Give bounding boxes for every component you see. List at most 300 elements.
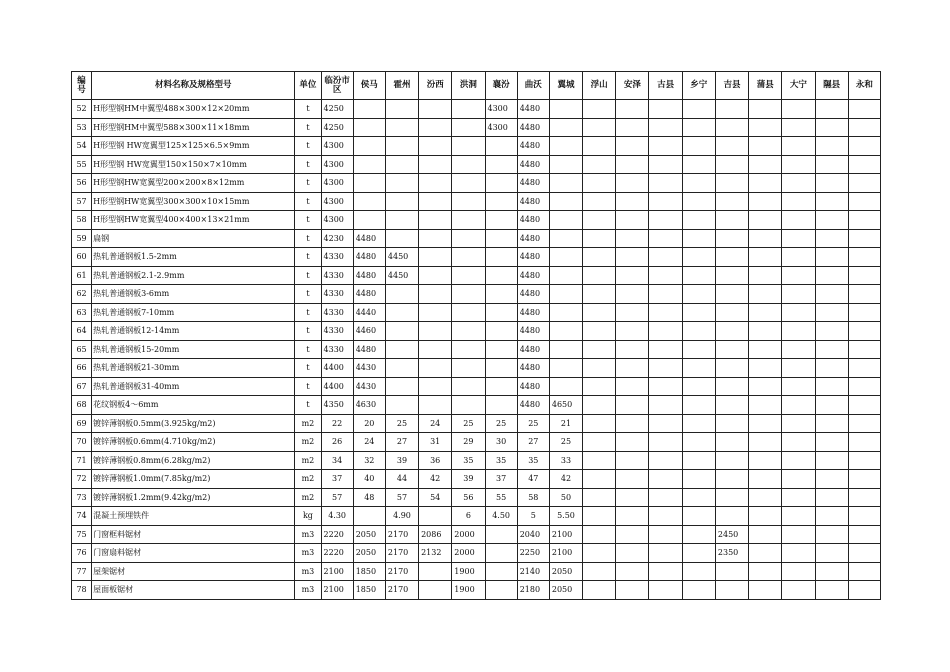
price-cell — [848, 155, 880, 174]
price-cell — [782, 451, 815, 470]
price-cell — [649, 581, 682, 600]
price-cell — [749, 229, 782, 248]
price-cell — [715, 488, 748, 507]
price-cell: 4480 — [517, 118, 549, 137]
price-cell: 42 — [419, 470, 452, 489]
column-header: 曲沃 — [517, 72, 549, 100]
price-cell: 4480 — [517, 248, 549, 267]
price-cell — [749, 174, 782, 193]
table-row — [72, 507, 881, 526]
price-cell: 4300 — [485, 118, 517, 137]
price-cell — [715, 377, 748, 396]
price-cell — [848, 451, 880, 470]
table-row — [72, 544, 881, 563]
table-row — [72, 248, 881, 267]
price-cell — [485, 211, 517, 230]
column-header: 襄汾 — [485, 72, 517, 100]
price-cell — [419, 507, 452, 526]
price-cell: 39 — [452, 470, 485, 489]
price-cell: 22 — [321, 414, 353, 433]
price-cell — [715, 433, 748, 452]
price-cell: 4.90 — [385, 507, 418, 526]
unit-cell: m3 — [295, 581, 321, 600]
price-cell: 55 — [485, 488, 517, 507]
price-cell — [419, 229, 452, 248]
price-cell: 4.50 — [485, 507, 517, 526]
price-cell: 58 — [517, 488, 549, 507]
price-cell — [715, 137, 748, 156]
table-row — [72, 229, 881, 248]
price-cell — [749, 211, 782, 230]
price-cell — [419, 285, 452, 304]
price-cell — [848, 303, 880, 322]
price-cell — [715, 359, 748, 378]
price-cell — [485, 285, 517, 304]
price-cell: 4480 — [353, 266, 385, 285]
unit-cell: t — [295, 229, 321, 248]
column-header: 单位 — [295, 72, 321, 100]
price-cell: 4330 — [321, 285, 353, 304]
price-cell — [715, 340, 748, 359]
price-cell: 4400 — [321, 377, 353, 396]
price-cell — [848, 118, 880, 137]
price-cell — [815, 285, 848, 304]
price-cell: 4480 — [517, 285, 549, 304]
price-cell — [749, 137, 782, 156]
price-cell — [616, 396, 649, 415]
price-cell: 34 — [321, 451, 353, 470]
price-cell — [616, 451, 649, 470]
price-cell: 44 — [385, 470, 418, 489]
price-cell — [749, 248, 782, 267]
material-price-table — [71, 71, 881, 600]
price-cell — [848, 266, 880, 285]
price-cell: 4480 — [517, 229, 549, 248]
price-cell — [385, 137, 418, 156]
price-cell — [715, 174, 748, 193]
price-cell — [452, 285, 485, 304]
price-cell — [419, 340, 452, 359]
price-cell — [682, 414, 715, 433]
price-cell — [616, 340, 649, 359]
price-cell — [616, 211, 649, 230]
price-cell — [815, 137, 848, 156]
price-cell — [583, 266, 616, 285]
price-cell — [353, 507, 385, 526]
price-cell — [682, 359, 715, 378]
row-number: 61 — [72, 266, 92, 285]
price-cell — [583, 544, 616, 563]
column-header: 编号 — [72, 72, 92, 100]
price-cell — [549, 211, 582, 230]
table-row — [72, 137, 881, 156]
price-cell: 30 — [485, 433, 517, 452]
table-row — [72, 562, 881, 581]
price-cell: 5 — [517, 507, 549, 526]
price-cell — [385, 359, 418, 378]
price-cell — [485, 174, 517, 193]
header-row — [72, 72, 881, 100]
price-cell — [782, 100, 815, 119]
price-cell — [848, 340, 880, 359]
price-cell: 27 — [517, 433, 549, 452]
price-cell — [583, 211, 616, 230]
price-cell: 2170 — [385, 525, 418, 544]
material-name: 热轧普通钢板21-30mm — [92, 359, 295, 378]
price-cell — [649, 100, 682, 119]
price-cell — [749, 451, 782, 470]
material-name: H形型钢 HW宽翼型150×150×7×10mm — [92, 155, 295, 174]
material-name: H形型钢HW宽翼型200×200×8×12mm — [92, 174, 295, 193]
price-cell: 54 — [419, 488, 452, 507]
price-cell — [385, 340, 418, 359]
price-cell — [649, 192, 682, 211]
price-cell: 24 — [353, 433, 385, 452]
price-cell — [815, 414, 848, 433]
price-cell — [649, 340, 682, 359]
price-cell: 2170 — [385, 562, 418, 581]
price-cell — [485, 562, 517, 581]
price-cell — [353, 118, 385, 137]
price-cell: 4480 — [517, 396, 549, 415]
price-cell — [583, 303, 616, 322]
price-cell — [782, 229, 815, 248]
price-cell — [549, 248, 582, 267]
column-header: 蒲县 — [749, 72, 782, 100]
price-cell: 1850 — [353, 581, 385, 600]
row-number: 78 — [72, 581, 92, 600]
price-cell — [616, 359, 649, 378]
unit-cell: t — [295, 359, 321, 378]
unit-cell: t — [295, 211, 321, 230]
price-cell: 25 — [517, 414, 549, 433]
price-cell — [848, 396, 880, 415]
price-cell — [485, 248, 517, 267]
price-cell — [353, 192, 385, 211]
price-cell: 50 — [549, 488, 582, 507]
price-cell — [583, 248, 616, 267]
material-name: 门窗扇料锯材 — [92, 544, 295, 563]
table-row — [72, 414, 881, 433]
price-cell — [616, 100, 649, 119]
table-row — [72, 377, 881, 396]
price-cell — [583, 525, 616, 544]
unit-cell: m2 — [295, 470, 321, 489]
price-cell: 4450 — [385, 248, 418, 267]
price-cell — [782, 303, 815, 322]
price-cell — [782, 525, 815, 544]
price-cell — [649, 377, 682, 396]
price-cell: 4480 — [353, 340, 385, 359]
price-cell: 2000 — [452, 544, 485, 563]
price-cell — [715, 285, 748, 304]
price-cell: 4480 — [353, 229, 385, 248]
price-cell: 2100 — [549, 525, 582, 544]
price-cell — [848, 192, 880, 211]
price-cell — [848, 174, 880, 193]
unit-cell: m2 — [295, 433, 321, 452]
row-number: 69 — [72, 414, 92, 433]
price-cell — [419, 211, 452, 230]
price-cell: 4430 — [353, 359, 385, 378]
price-cell — [583, 377, 616, 396]
price-cell — [549, 377, 582, 396]
row-number: 55 — [72, 155, 92, 174]
price-cell — [782, 581, 815, 600]
unit-cell: t — [295, 377, 321, 396]
price-cell: 4.30 — [321, 507, 353, 526]
price-cell — [749, 359, 782, 378]
column-header: 古县 — [649, 72, 682, 100]
price-cell — [583, 322, 616, 341]
price-cell: 20 — [353, 414, 385, 433]
price-cell — [419, 137, 452, 156]
price-cell — [848, 377, 880, 396]
unit-cell: t — [295, 155, 321, 174]
price-cell — [815, 303, 848, 322]
price-cell — [782, 266, 815, 285]
price-cell — [485, 377, 517, 396]
material-name: 混凝土预埋铁件 — [92, 507, 295, 526]
price-cell: 2350 — [715, 544, 748, 563]
price-cell — [715, 507, 748, 526]
price-cell — [549, 322, 582, 341]
price-cell: 24 — [419, 414, 452, 433]
price-cell — [583, 155, 616, 174]
table-row — [72, 488, 881, 507]
price-cell: 26 — [321, 433, 353, 452]
unit-cell: m3 — [295, 562, 321, 581]
price-cell — [749, 470, 782, 489]
price-cell — [385, 396, 418, 415]
table-row — [72, 118, 881, 137]
price-cell: 2100 — [321, 562, 353, 581]
price-cell — [715, 396, 748, 415]
column-header: 安泽 — [616, 72, 649, 100]
row-number: 62 — [72, 285, 92, 304]
price-cell — [848, 100, 880, 119]
table-row — [72, 100, 881, 119]
unit-cell: t — [295, 303, 321, 322]
row-number: 65 — [72, 340, 92, 359]
price-cell: 56 — [452, 488, 485, 507]
price-cell — [452, 377, 485, 396]
price-cell — [419, 562, 452, 581]
price-cell — [815, 525, 848, 544]
price-cell: 2220 — [321, 544, 353, 563]
price-cell — [485, 266, 517, 285]
price-cell — [848, 137, 880, 156]
price-cell — [649, 562, 682, 581]
price-cell — [616, 229, 649, 248]
price-cell: 2250 — [517, 544, 549, 563]
price-cell — [616, 248, 649, 267]
price-cell — [452, 100, 485, 119]
column-header: 侯马 — [353, 72, 385, 100]
column-header: 隰县 — [815, 72, 848, 100]
price-cell: 21 — [549, 414, 582, 433]
price-cell — [549, 303, 582, 322]
unit-cell: t — [295, 100, 321, 119]
row-number: 72 — [72, 470, 92, 489]
price-cell — [583, 414, 616, 433]
price-cell: 2040 — [517, 525, 549, 544]
price-cell — [616, 303, 649, 322]
price-cell: 1850 — [353, 562, 385, 581]
price-cell — [419, 359, 452, 378]
price-cell: 40 — [353, 470, 385, 489]
price-cell — [682, 192, 715, 211]
row-number: 70 — [72, 433, 92, 452]
price-cell — [616, 174, 649, 193]
price-cell — [682, 100, 715, 119]
price-cell — [715, 100, 748, 119]
unit-cell: t — [295, 340, 321, 359]
price-cell: 4330 — [321, 266, 353, 285]
row-number: 68 — [72, 396, 92, 415]
price-cell — [649, 118, 682, 137]
price-cell — [616, 322, 649, 341]
price-cell — [583, 562, 616, 581]
price-cell — [583, 192, 616, 211]
price-cell — [782, 174, 815, 193]
material-name: 热轧普通钢板3-6mm — [92, 285, 295, 304]
material-name: 门窗框料锯材 — [92, 525, 295, 544]
unit-cell: m2 — [295, 488, 321, 507]
price-cell — [682, 266, 715, 285]
price-cell — [353, 211, 385, 230]
price-cell — [485, 340, 517, 359]
price-cell: 1900 — [452, 581, 485, 600]
price-cell — [815, 396, 848, 415]
price-cell: 4630 — [353, 396, 385, 415]
price-cell — [749, 396, 782, 415]
price-cell — [682, 303, 715, 322]
price-cell — [385, 174, 418, 193]
table-row — [72, 192, 881, 211]
unit-cell: t — [295, 118, 321, 137]
table-row — [72, 359, 881, 378]
row-number: 64 — [72, 322, 92, 341]
price-cell — [583, 507, 616, 526]
price-cell — [815, 544, 848, 563]
price-cell — [616, 137, 649, 156]
price-cell: 2050 — [353, 525, 385, 544]
price-cell — [385, 285, 418, 304]
price-cell — [616, 377, 649, 396]
row-number: 73 — [72, 488, 92, 507]
price-cell: 2050 — [549, 562, 582, 581]
row-number: 52 — [72, 100, 92, 119]
price-cell — [782, 192, 815, 211]
unit-cell: m3 — [295, 544, 321, 563]
price-cell: 48 — [353, 488, 385, 507]
price-cell — [419, 100, 452, 119]
price-cell: 4300 — [321, 211, 353, 230]
price-cell — [749, 322, 782, 341]
price-cell: 4350 — [321, 396, 353, 415]
row-number: 60 — [72, 248, 92, 267]
price-cell — [452, 322, 485, 341]
price-cell — [452, 174, 485, 193]
row-number: 75 — [72, 525, 92, 544]
price-cell — [848, 285, 880, 304]
table-row — [72, 470, 881, 489]
price-cell — [583, 137, 616, 156]
price-cell — [715, 229, 748, 248]
price-cell: 4480 — [517, 211, 549, 230]
price-cell: 35 — [485, 451, 517, 470]
price-cell — [782, 377, 815, 396]
price-cell — [616, 285, 649, 304]
price-cell — [419, 174, 452, 193]
material-name: H形型钢HM中翼型488×300×12×20mm — [92, 100, 295, 119]
table-row — [72, 451, 881, 470]
column-header: 永和 — [848, 72, 880, 100]
price-table-sheet — [71, 71, 881, 600]
price-cell — [682, 525, 715, 544]
price-cell — [782, 414, 815, 433]
price-cell — [583, 174, 616, 193]
price-cell: 25 — [385, 414, 418, 433]
price-cell — [452, 118, 485, 137]
price-cell — [419, 118, 452, 137]
price-cell — [616, 266, 649, 285]
row-number: 56 — [72, 174, 92, 193]
price-cell — [682, 155, 715, 174]
price-cell — [815, 155, 848, 174]
price-cell: 25 — [549, 433, 582, 452]
price-cell — [749, 544, 782, 563]
price-cell — [848, 507, 880, 526]
price-cell — [749, 340, 782, 359]
row-number: 63 — [72, 303, 92, 322]
material-name: 镀锌薄钢板0.5mm(3.925kg/m2) — [92, 414, 295, 433]
material-name: H形型钢HW宽翼型300×300×10×15mm — [92, 192, 295, 211]
price-cell — [385, 322, 418, 341]
material-name: 镀锌薄钢板0.6mm(4.710kg/m2) — [92, 433, 295, 452]
price-cell — [616, 581, 649, 600]
price-cell — [649, 266, 682, 285]
price-cell: 32 — [353, 451, 385, 470]
table-row — [72, 525, 881, 544]
price-cell: 6 — [452, 507, 485, 526]
price-cell — [485, 525, 517, 544]
price-cell — [649, 137, 682, 156]
price-cell: 1900 — [452, 562, 485, 581]
price-cell — [715, 211, 748, 230]
price-cell — [715, 155, 748, 174]
price-cell — [419, 303, 452, 322]
row-number: 71 — [72, 451, 92, 470]
price-cell: 37 — [321, 470, 353, 489]
price-cell — [682, 340, 715, 359]
price-cell — [815, 100, 848, 119]
price-cell — [715, 470, 748, 489]
price-cell — [353, 155, 385, 174]
material-name: 热轧普通钢板7-10mm — [92, 303, 295, 322]
price-cell — [385, 303, 418, 322]
row-number: 74 — [72, 507, 92, 526]
price-cell: 4480 — [353, 285, 385, 304]
price-cell — [649, 451, 682, 470]
price-cell: 2000 — [452, 525, 485, 544]
row-number: 58 — [72, 211, 92, 230]
column-header: 吉县 — [715, 72, 748, 100]
table-row — [72, 340, 881, 359]
price-cell — [485, 137, 517, 156]
price-cell: 36 — [419, 451, 452, 470]
